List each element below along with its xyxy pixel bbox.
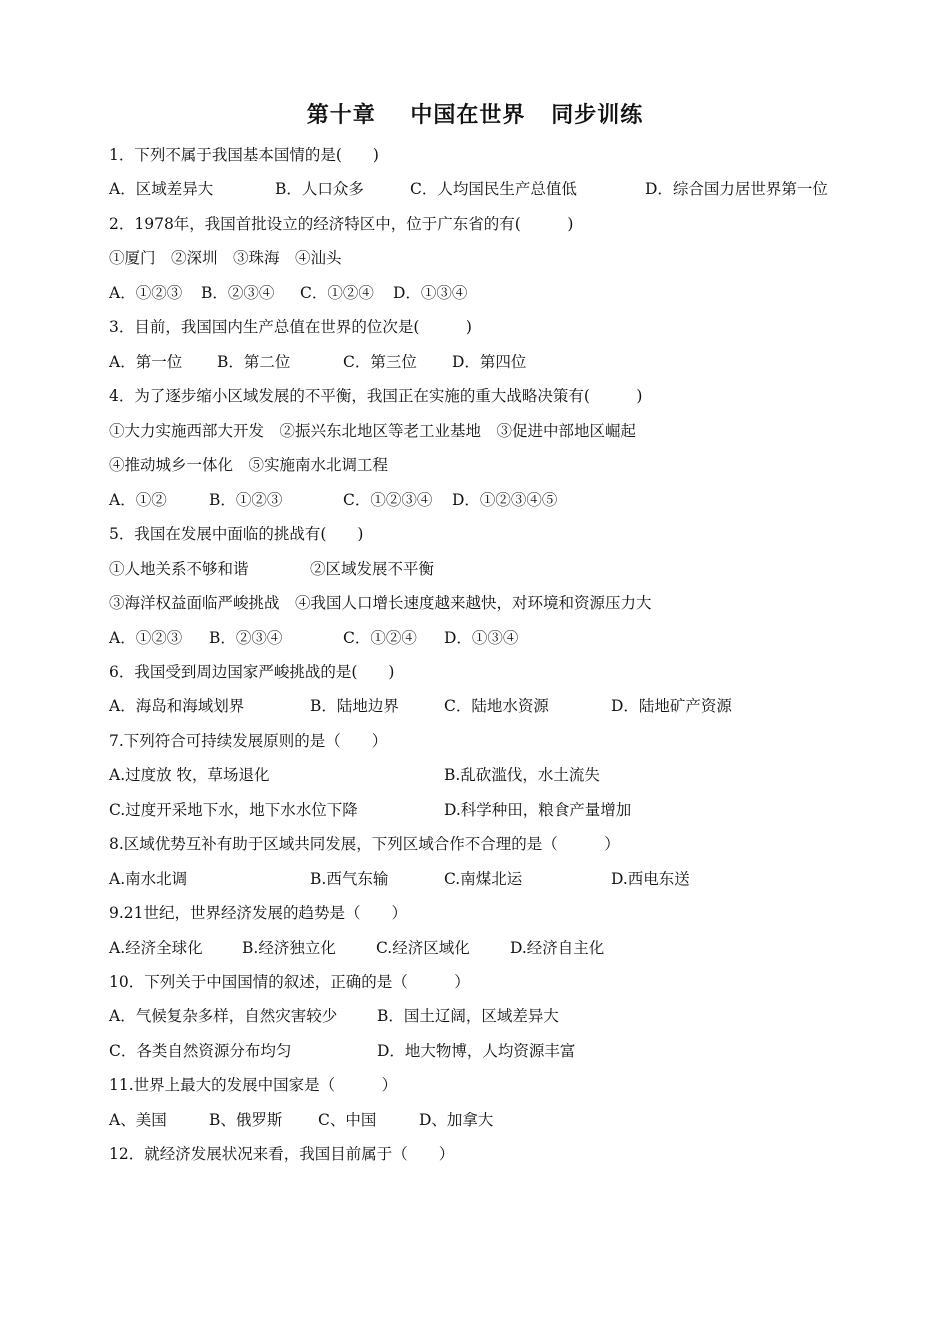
question-12-stem: 12．就经济发展状况来看，我国目前属于（ ） <box>109 1145 455 1163</box>
option-b: B、俄罗斯 <box>209 1111 283 1129</box>
question-4-options <box>109 490 558 510</box>
option-a: A．区域差异大 <box>109 180 214 198</box>
option-c: C.经济区域化 <box>376 939 470 957</box>
question-5-stem: 5．我国在发展中面临的挑战有( ) <box>109 525 364 543</box>
option-b: B.西气东输 <box>310 870 389 888</box>
page-title: 第十章 中国在世界 同步训练 <box>306 103 644 128</box>
question-5-items-1 <box>109 559 435 579</box>
question-3-stem: 3．目前，我国国内生产总值在世界的位次是( ) <box>109 318 472 336</box>
option-a: A．气候复杂多样，自然灾害较少 <box>109 1007 338 1025</box>
option-c: C．各类自然资源分布均匀 <box>109 1042 292 1060</box>
option-a: A、美国 <box>109 1111 167 1129</box>
option-c: C．陆地水资源 <box>444 697 549 715</box>
question-8-options <box>109 869 690 889</box>
option-c: C.过度开采地下水，地下水水位下降 <box>109 801 358 819</box>
option-b: B.乱砍滥伐，水土流失 <box>444 766 600 784</box>
question-7-options-1 <box>109 765 600 785</box>
question-10-stem: 10．下列关于中国国情的叙述，正确的是（ ） <box>109 973 470 991</box>
option-c: C．人均国民生产总值低 <box>410 180 577 198</box>
item-1: ①人地关系不够和谐 <box>109 560 249 578</box>
option-a: A．①② <box>109 491 167 509</box>
question-2-items: ①厦门 ②深圳 ③珠海 ④汕头 <box>109 249 342 267</box>
option-a: A．①②③ <box>109 629 183 647</box>
option-d: D．综合国力居世界第一位 <box>645 180 828 198</box>
option-b: B．②③④ <box>201 284 275 302</box>
question-1-options <box>109 179 828 199</box>
option-d: D．①③④ <box>393 284 468 302</box>
option-a: A．海岛和海域划界 <box>109 697 245 715</box>
question-11-options <box>109 1110 494 1130</box>
option-a: A．第一位 <box>109 353 183 371</box>
option-c: C.南煤北运 <box>444 870 523 888</box>
question-5-options <box>109 628 519 648</box>
question-10-options-1 <box>109 1006 559 1026</box>
option-d: D.经济自主化 <box>510 939 605 957</box>
option-a: A.南水北调 <box>109 870 188 888</box>
question-3-options <box>109 352 527 372</box>
option-b: B．陆地边界 <box>310 697 399 715</box>
question-8-stem: 8.区域优势互补有助于区域共同发展，下列区域合作不合理的是（ ） <box>109 835 620 853</box>
question-11-stem: 11.世界上最大的发展中国家是（ ） <box>109 1076 398 1094</box>
option-d: D.西电东送 <box>611 870 690 888</box>
option-c: C．①②④ <box>300 284 374 302</box>
question-5-items-2: ③海洋权益面临严峻挑战 ④我国人口增长速度越来越快，对环境和资源压力大 <box>109 594 652 612</box>
question-6-options <box>109 696 732 716</box>
option-b: B．人口众多 <box>275 180 364 198</box>
question-10-options-2 <box>109 1041 576 1061</box>
option-b: B.经济独立化 <box>242 939 336 957</box>
option-c: C．①②④ <box>343 629 417 647</box>
option-d: D．①②③④⑤ <box>452 491 558 509</box>
question-2-stem: 2．1978年，我国首批设立的经济特区中，位于广东省的有( ) <box>109 215 574 233</box>
option-b: B．②③④ <box>209 629 283 647</box>
option-b: B．国土辽阔，区域差异大 <box>377 1007 559 1025</box>
option-b: B．①②③ <box>209 491 283 509</box>
option-d: D．陆地矿产资源 <box>611 697 732 715</box>
option-d: D．地大物博，人均资源丰富 <box>377 1042 576 1060</box>
question-7-options-2 <box>109 800 632 820</box>
option-c: C．①②③④ <box>343 491 433 509</box>
option-a: A.经济全球化 <box>109 939 203 957</box>
option-c: C．第三位 <box>343 353 417 371</box>
question-6-stem: 6．我国受到周边国家严峻挑战的是( ) <box>109 663 395 681</box>
question-4-items-1: ①大力实施西部大开发 ②振兴东北地区等老工业基地 ③促进中部地区崛起 <box>109 422 637 440</box>
item-2: ②区域发展不平衡 <box>310 560 435 578</box>
question-9-stem: 9.21世纪，世界经济发展的趋势是（ ） <box>109 904 408 922</box>
question-4-items-2: ④推动城乡一体化 ⑤实施南水北调工程 <box>109 456 389 474</box>
option-c: C、中国 <box>318 1111 377 1129</box>
question-9-options <box>109 938 605 958</box>
question-4-stem: 4．为了逐步缩小区域发展的不平衡，我国正在实施的重大战略决策有( ) <box>109 387 643 405</box>
option-d: D．①③④ <box>444 629 519 647</box>
option-d: D．第四位 <box>452 353 527 371</box>
option-a: A．①②③ <box>109 284 183 302</box>
option-a: A.过度放 牧，草场退化 <box>109 766 270 784</box>
question-1-stem: 1．下列不属于我国基本国情的是( ) <box>109 146 379 164</box>
question-7-stem: 7.下列符合可持续发展原则的是（ ） <box>109 732 388 750</box>
option-b: B．第二位 <box>217 353 291 371</box>
option-d: D、加拿大 <box>419 1111 494 1129</box>
option-d: D.科学种田，粮食产量增加 <box>444 801 632 819</box>
question-2-options <box>109 283 468 303</box>
